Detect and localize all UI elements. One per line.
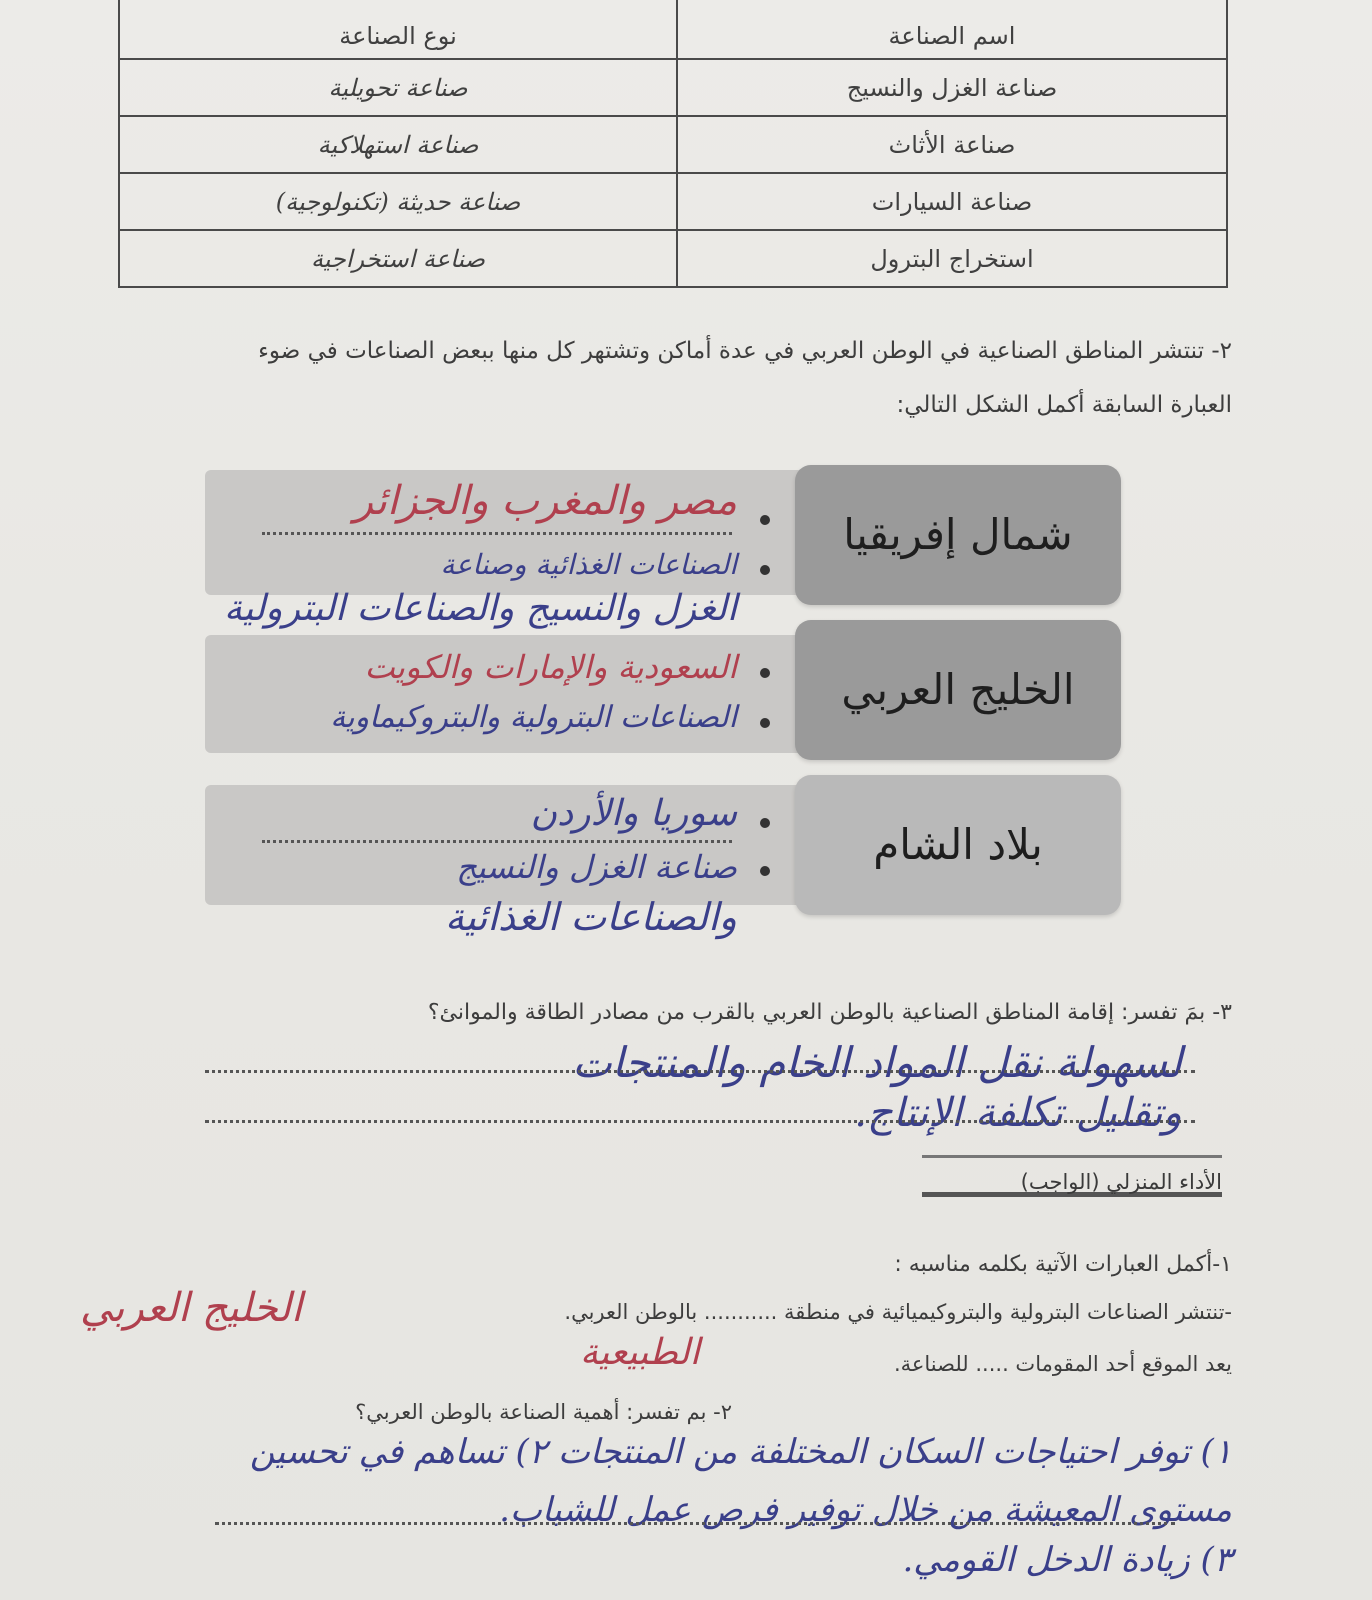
table-row: [119, 173, 1227, 230]
answer-line: [205, 1070, 1195, 1073]
question-3-answer-line2: وتقليل تكلفة الإنتاج.: [854, 1090, 1182, 1136]
bullet: [760, 668, 770, 678]
industries-table: [118, 0, 1228, 288]
homework-answer-line1: ١) توفر احتياجات السكان المختلفة من المنتجات ٢) تساهم في تحسين: [249, 1432, 1232, 1472]
question-3: ٣- بمَ تفسر: إقامة المناطق الصناعية بالوطن العربي بالقرب من مصادر الطاقة والموانئ؟: [427, 1000, 1232, 1025]
question-2-line1: ٢- تنتشر المناطق الصناعية في الوطن العربي في عدة أماكن وتشتهر كل منها ببعض الصناعات في ضوء: [258, 338, 1232, 364]
homework-statement-2: يعد الموقع أحد المقومات ..... للصناعة.: [893, 1352, 1232, 1376]
table-header-row: [119, 0, 1227, 59]
homework-answer-line3: ٣) زيادة الدخل القومي.: [902, 1540, 1232, 1580]
bullet: [760, 515, 770, 525]
header-industry-type: نوع الصناعة: [119, 0, 677, 59]
homework-answer-1: الخليج العربي: [80, 1285, 303, 1331]
region-box-arab-gulf: الخليج العربي: [795, 620, 1121, 760]
answer-line: [205, 1120, 1195, 1123]
region-countries-answer: مصر والمغرب والجزائر: [353, 478, 737, 524]
industry-type-answer: صناعة حديثة (تكنولوجية): [119, 173, 677, 230]
question-2-line2: العبارة السابقة أكمل الشكل التالي:: [896, 392, 1232, 418]
bullet: [760, 866, 770, 876]
answer-line: [262, 840, 732, 843]
bullet: [760, 565, 770, 575]
industry-type-answer: صناعة استهلاكية: [119, 116, 677, 173]
table-row: [119, 116, 1227, 173]
region-industries-answer: الصناعات البترولية والبتروكيماوية: [330, 700, 737, 735]
table-row: [119, 230, 1227, 287]
homework-question-1: ١-أكمل العبارات الآتية بكلمه مناسبه :: [894, 1252, 1232, 1277]
region-countries-answer: سوريا والأردن: [530, 793, 737, 834]
industry-name-cell: صناعة السيارات: [677, 173, 1227, 230]
region-box-north-africa: شمال إفريقيا: [795, 465, 1121, 605]
industry-name-cell: صناعة الأثاث: [677, 116, 1227, 173]
region-industries-answer: صناعة الغزل والنسيج: [456, 848, 737, 886]
region-countries-answer: السعودية والإمارات والكويت: [364, 648, 737, 686]
region-box-levant: بلاد الشام: [795, 775, 1121, 915]
header-industry-name: اسم الصناعة: [677, 0, 1227, 59]
region-industries-answer-cont: الغزل والنسيج والصناعات البترولية: [224, 588, 737, 629]
industry-name-cell: صناعة الغزل والنسيج: [677, 59, 1227, 116]
homework-section-title: الأداء المنزلي (الواجب): [922, 1155, 1222, 1197]
table-row: [119, 59, 1227, 116]
industry-type-answer: صناعة استخراجية: [119, 230, 677, 287]
bullet: [760, 818, 770, 828]
bullet: [760, 718, 770, 728]
industry-type-answer: صناعة تحويلية: [119, 59, 677, 116]
industry-name-cell: استخراج البترول: [677, 230, 1227, 287]
region-industries-answer: الصناعات الغذائية وصناعة: [440, 548, 737, 581]
answer-line: [262, 532, 732, 535]
region-industries-answer-cont: والصناعات الغذائية: [445, 895, 737, 939]
homework-statement-1: -تنتشر الصناعات البترولية والبتروكيميائية في منطقة ........... بالوطن العربي.: [564, 1300, 1232, 1324]
answer-line: [215, 1522, 1175, 1525]
question-3-answer-line1: لسهولة نقل المواد الخام والمنتجات: [572, 1038, 1182, 1087]
homework-answer-2: الطبيعية: [580, 1332, 700, 1373]
homework-question-2: ٢- بم تفسر: أهمية الصناعة بالوطن العربي؟: [355, 1400, 732, 1424]
homework-answer-line2: مستوى المعيشة من خلال توفير فرص عمل للشباب.: [499, 1490, 1232, 1530]
